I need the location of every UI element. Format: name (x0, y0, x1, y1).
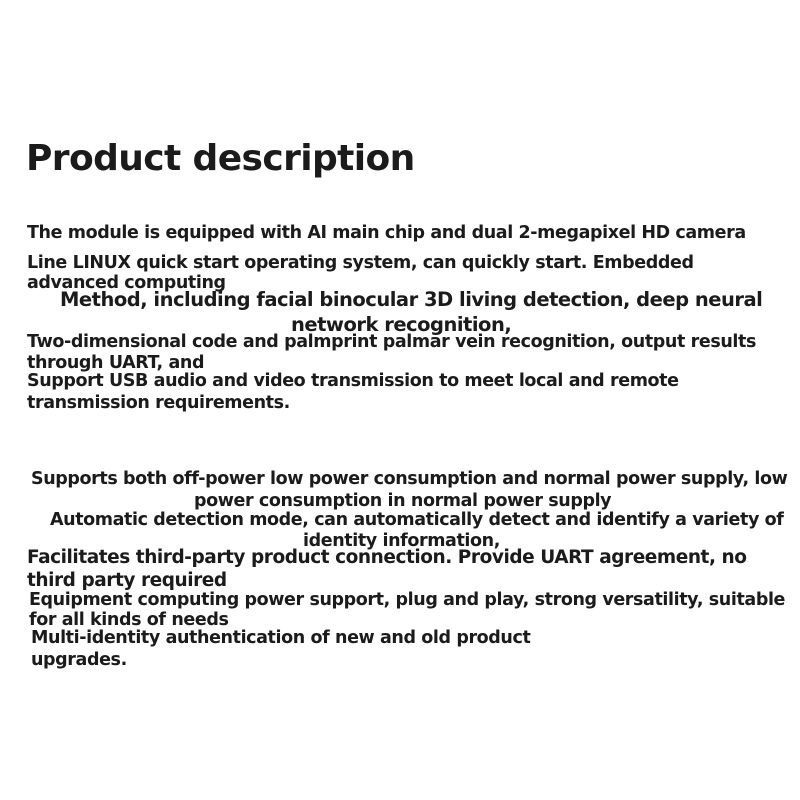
intro-line-5-continued: transmission requirements. (27, 393, 290, 413)
page-title: Product description (26, 138, 415, 179)
feature-line-5: Multi-identity authentication of new and old product (31, 628, 531, 648)
feature-line-1: Supports both off-power low power consumption and normal power supply, low (31, 469, 788, 489)
intro-line-2: Line LINUX quick start operating system, can quickly start. Embedded (27, 253, 694, 273)
intro-line-4: Two-dimensional code and palmprint palmar vein recognition, output results (27, 332, 757, 352)
feature-line-3-continued: third party required (27, 570, 227, 591)
feature-line-3: Facilitates third-party product connection. Provide UART agreement, no (27, 547, 747, 568)
intro-line-1: The module is equipped with AI main chip and dual 2-megapixel HD camera (27, 223, 746, 243)
feature-line-1-continued: power consumption in normal power supply (194, 491, 612, 511)
feature-line-2-continued: identity information, (303, 531, 500, 551)
feature-line-4-continued: for all kinds of needs (29, 610, 229, 630)
intro-line-4-continued: through UART, and (27, 353, 205, 373)
intro-line-3: Method, including facial binocular 3D living detection, deep neural (60, 288, 763, 311)
feature-line-4: Equipment computing power support, plug and play, strong versatility, suitable (29, 590, 786, 610)
intro-line-3-continued: network recognition, (291, 313, 512, 336)
feature-line-5-continued: upgrades. (31, 650, 127, 670)
feature-line-2: Automatic detection mode, can automatically detect and identify a variety of (50, 510, 784, 530)
intro-line-5: Support USB audio and video transmission to meet local and remote (27, 371, 679, 391)
intro-line-2-continued: advanced computing (27, 273, 226, 293)
